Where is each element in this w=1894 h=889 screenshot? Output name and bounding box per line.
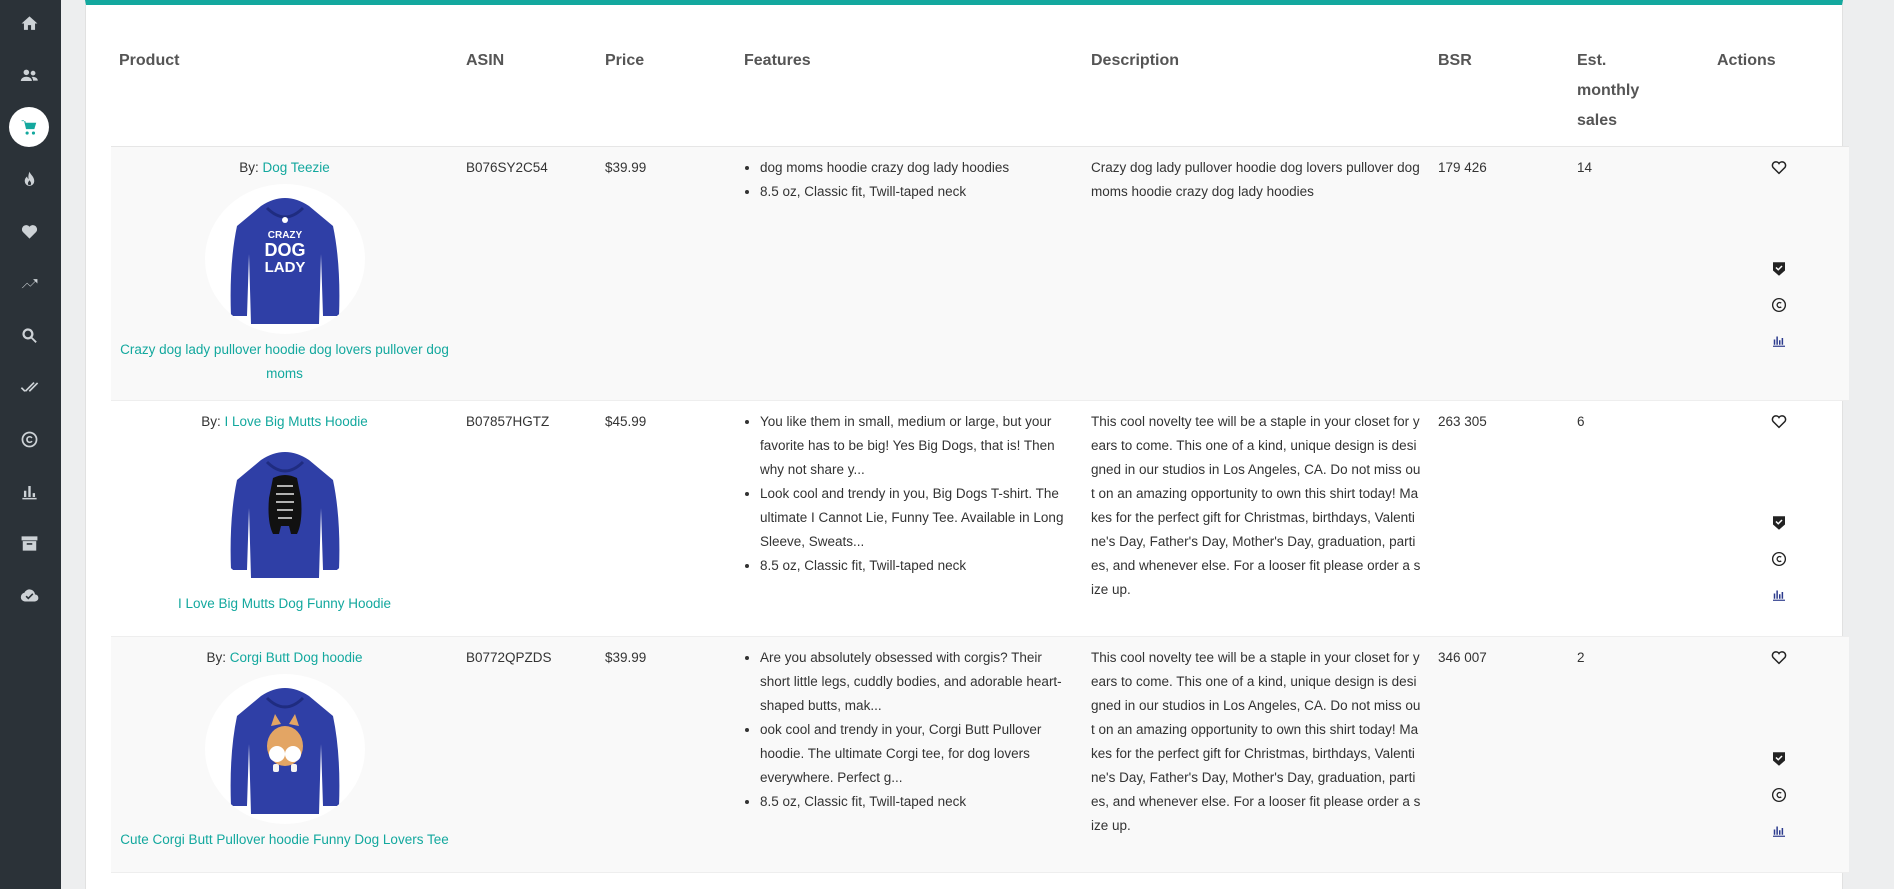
sidebar-item-cloud[interactable] xyxy=(9,575,49,615)
bsr-cell: 179 426 xyxy=(1430,147,1569,401)
brand-link[interactable]: I Love Big Mutts Hoodie xyxy=(224,414,368,429)
sales-cell: 2 xyxy=(1569,637,1709,873)
bar-chart-icon[interactable] xyxy=(1770,822,1788,840)
feature-item: • Are you absolutely obsessed with corgis? Their short little legs, cuddly bodies, and adorable heart-shaped butts, mak... xyxy=(760,646,1075,718)
cart-icon xyxy=(20,118,39,137)
header-bsr[interactable]: BSR xyxy=(1430,39,1569,147)
bsr-cell: 346 007 xyxy=(1430,637,1569,873)
asin-cell: B0772QPZDS xyxy=(458,637,597,873)
hoodie-print-line-1: CRAZY xyxy=(267,230,302,241)
feature-item: • 8.5 oz, Classic fit, Twill-taped neck xyxy=(760,180,1075,204)
sidebar-item-checked[interactable] xyxy=(9,367,49,407)
asin-cell: B07857HGTZ xyxy=(458,401,597,637)
cloud-check-icon xyxy=(20,586,39,605)
product-image[interactable] xyxy=(205,438,365,588)
features-cell xyxy=(736,401,1083,637)
archive-icon xyxy=(20,534,39,553)
table-row xyxy=(111,401,1849,637)
feature-item: • 8.5 oz, Classic fit, Twill-taped neck xyxy=(760,790,1075,814)
bar-chart-icon[interactable] xyxy=(1770,586,1788,604)
header-features: Features xyxy=(736,39,1083,147)
sidebar xyxy=(0,0,61,889)
brand-link[interactable]: Corgi Butt Dog hoodie xyxy=(229,650,363,665)
favorite-heart-icon[interactable] xyxy=(1770,412,1788,430)
sidebar-item-cart[interactable] xyxy=(9,107,49,147)
price-cell: $39.99 xyxy=(597,637,736,873)
header-description: Description xyxy=(1083,39,1430,147)
hoodie-image xyxy=(205,438,365,588)
fire-icon xyxy=(20,170,39,189)
asin-cell: B076SY2C54 xyxy=(458,147,597,401)
product-cell xyxy=(111,147,458,401)
copyright-icon xyxy=(20,430,39,449)
product-title-link[interactable]: Cute Corgi Butt Pullover hoodie Funny Dog Lovers Tee xyxy=(120,832,449,847)
sidebar-item-home[interactable] xyxy=(9,3,49,43)
by-label: By: xyxy=(239,160,259,175)
header-price[interactable]: Price xyxy=(597,39,736,147)
product-cell xyxy=(111,637,458,873)
hoodie-image xyxy=(205,184,365,334)
product-image[interactable] xyxy=(205,184,365,334)
hoodie-print-line-2: DOG xyxy=(263,240,306,260)
sidebar-item-archive[interactable] xyxy=(9,523,49,563)
trademark-check-icon[interactable] xyxy=(1770,750,1788,768)
features-cell xyxy=(736,147,1083,401)
actions-cell xyxy=(1709,401,1849,637)
home-icon xyxy=(20,14,39,33)
hoodie-print-line-3: LADY xyxy=(264,259,305,276)
favorite-heart-icon[interactable] xyxy=(1770,648,1788,666)
users-icon xyxy=(20,66,39,85)
bar-chart-icon[interactable] xyxy=(1770,332,1788,350)
trademark-check-icon[interactable] xyxy=(1770,260,1788,278)
description-cell: This cool novelty tee will be a staple in your closet for years to come. This one of a kind, unique design is designed in our studios in Los Angeles, CA. Do not miss out on an amazing opportunity to own this shirt today! Makes for the perfect gift for Christmas, birthdays, Valentine's Day, Father's Day, Mother's Day, graduation, parties, and whenever else. For a looser fit please order a size up. xyxy=(1083,401,1430,637)
bsr-cell: 263 305 xyxy=(1430,401,1569,637)
price-cell: $45.99 xyxy=(597,401,736,637)
feature-item: • dog moms hoodie crazy dog lady hoodies xyxy=(760,156,1075,180)
product-cell xyxy=(111,401,458,637)
sidebar-item-trends[interactable] xyxy=(9,263,49,303)
header-asin[interactable]: ASIN xyxy=(458,39,597,147)
double-check-icon xyxy=(20,378,39,397)
sidebar-item-favorites[interactable] xyxy=(9,211,49,251)
sales-cell: 6 xyxy=(1569,401,1709,637)
product-title-link[interactable]: I Love Big Mutts Dog Funny Hoodie xyxy=(177,596,392,611)
favorite-heart-icon[interactable] xyxy=(1770,158,1788,176)
table-header-row xyxy=(111,39,1849,147)
sidebar-item-fire[interactable] xyxy=(9,159,49,199)
description-cell: This cool novelty tee will be a staple in your closet for years to come. This one of a kind, unique design is designed in our studios in Los Angeles, CA. Do not miss out on an amazing opportunity to own this shirt today! Makes for the perfect gift for Christmas, birthdays, Valentine's Day, Father's Day, Mother's Day, graduation, parties, and whenever else. For a looser fit please order a size up. xyxy=(1083,637,1430,873)
trending-icon xyxy=(20,274,39,293)
feature-item: • Look cool and trendy in you, Big Dogs T-shirt. The ultimate I Cannot Lie, Funny Tee. Available in Long Sleeve, Sweats... xyxy=(760,482,1075,554)
price-cell: $39.99 xyxy=(597,147,736,401)
products-panel xyxy=(85,0,1843,889)
brand-line xyxy=(119,156,450,180)
copyright-icon[interactable] xyxy=(1770,550,1788,568)
header-sales[interactable]: Est. monthly sales xyxy=(1569,39,1709,147)
hoodie-image xyxy=(205,674,365,824)
actions-cell xyxy=(1709,147,1849,401)
header-product[interactable]: Product xyxy=(111,39,458,147)
bar-chart-icon xyxy=(20,482,39,501)
header-actions: Actions xyxy=(1709,39,1849,147)
actions-cell xyxy=(1709,637,1849,873)
sidebar-item-copyright[interactable] xyxy=(9,419,49,459)
sidebar-item-search[interactable] xyxy=(9,315,49,355)
product-title-link[interactable]: Crazy dog lady pullover hoodie dog lovers pullover dog moms xyxy=(120,342,449,381)
products-table xyxy=(111,39,1849,873)
feature-item: • ook cool and trendy in your, Corgi Butt Pullover hoodie. The ultimate Corgi tee, for dog lovers everywhere. Perfect g... xyxy=(760,718,1075,790)
table-row xyxy=(111,637,1849,873)
sidebar-item-users[interactable] xyxy=(9,55,49,95)
search-icon xyxy=(20,326,39,345)
copyright-icon[interactable] xyxy=(1770,786,1788,804)
sales-cell: 14 xyxy=(1569,147,1709,401)
by-label: By: xyxy=(201,414,221,429)
feature-item: • 8.5 oz, Classic fit, Twill-taped neck xyxy=(760,554,1075,578)
brand-link[interactable]: Dog Teezie xyxy=(262,160,330,175)
feature-item: • You like them in small, medium or large, but your favorite has to be big! Yes Big Dogs, that is! Then why not share y... xyxy=(760,410,1075,482)
by-label: By: xyxy=(206,650,226,665)
sidebar-item-stats[interactable] xyxy=(9,471,49,511)
table-row xyxy=(111,147,1849,401)
features-cell xyxy=(736,637,1083,873)
heart-icon xyxy=(20,222,39,241)
copyright-icon[interactable] xyxy=(1770,296,1788,314)
trademark-check-icon[interactable] xyxy=(1770,514,1788,532)
brand-line xyxy=(119,646,450,670)
brand-line xyxy=(119,410,450,434)
product-image[interactable] xyxy=(205,674,365,824)
description-cell: Crazy dog lady pullover hoodie dog lovers pullover dog moms hoodie crazy dog lady hoodies xyxy=(1083,147,1430,401)
